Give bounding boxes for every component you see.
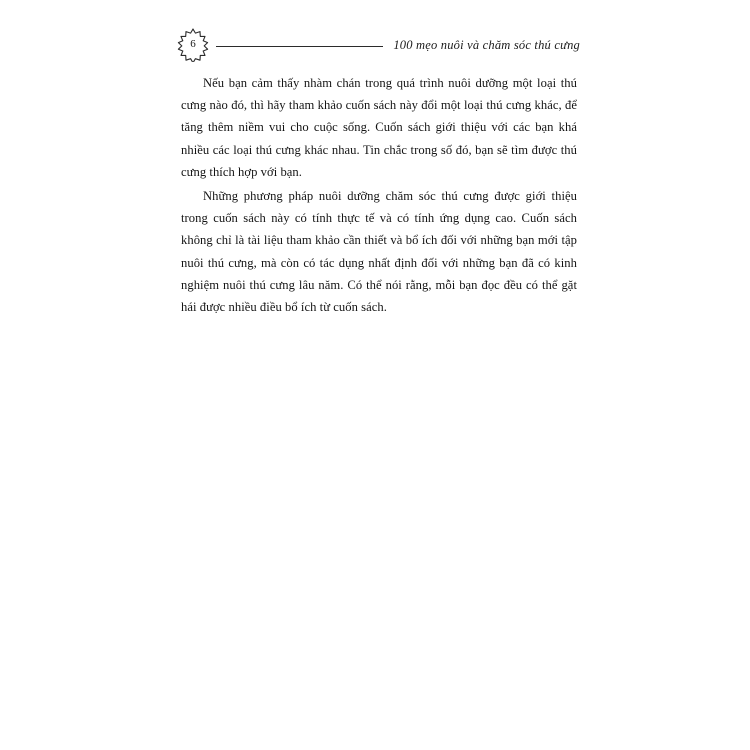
- page-header: [176, 30, 580, 60]
- body-paragraph: Những phương pháp nuôi dưỡng chăm sóc thú cưng được giới thiệu trong cuốn sách này có tính thực tế và có tính ứng dụng cao. Cuốn sách không chỉ là tài liệu tham khảo cần thiết và bổ ích đối với những bạn mới tập nuôi thú cưng, mà còn có tác dụng nhất định đối với những bạn đã có kinh nghiệm nuôi thú cưng lâu năm. Có thể nói rằng, mỗi bạn đọc đều có thể gặt hái được nhiều điều bổ ích từ cuốn sách.: [181, 189, 577, 315]
- header-divider: [216, 46, 383, 47]
- page-body: [181, 72, 577, 319]
- page-number-badge: [176, 28, 210, 62]
- body-paragraph: Nếu bạn cảm thấy nhàm chán trong quá trình nuôi dưỡng một loại thú cưng nào đó, thì hãy tham khảo cuốn sách này đổi một loại thú cưng khác, để tăng thêm niềm vui cho cuộc sống. Cuốn sách giới thiệu với các bạn khá nhiều các loại thú cưng khác nhau. Tin chắc trong số đó, bạn sẽ tìm được thú cưng thích hợp với bạn.: [181, 76, 577, 179]
- page-number: 6: [190, 38, 196, 50]
- running-title: 100 mẹo nuôi và chăm sóc thú cưng: [393, 37, 580, 52]
